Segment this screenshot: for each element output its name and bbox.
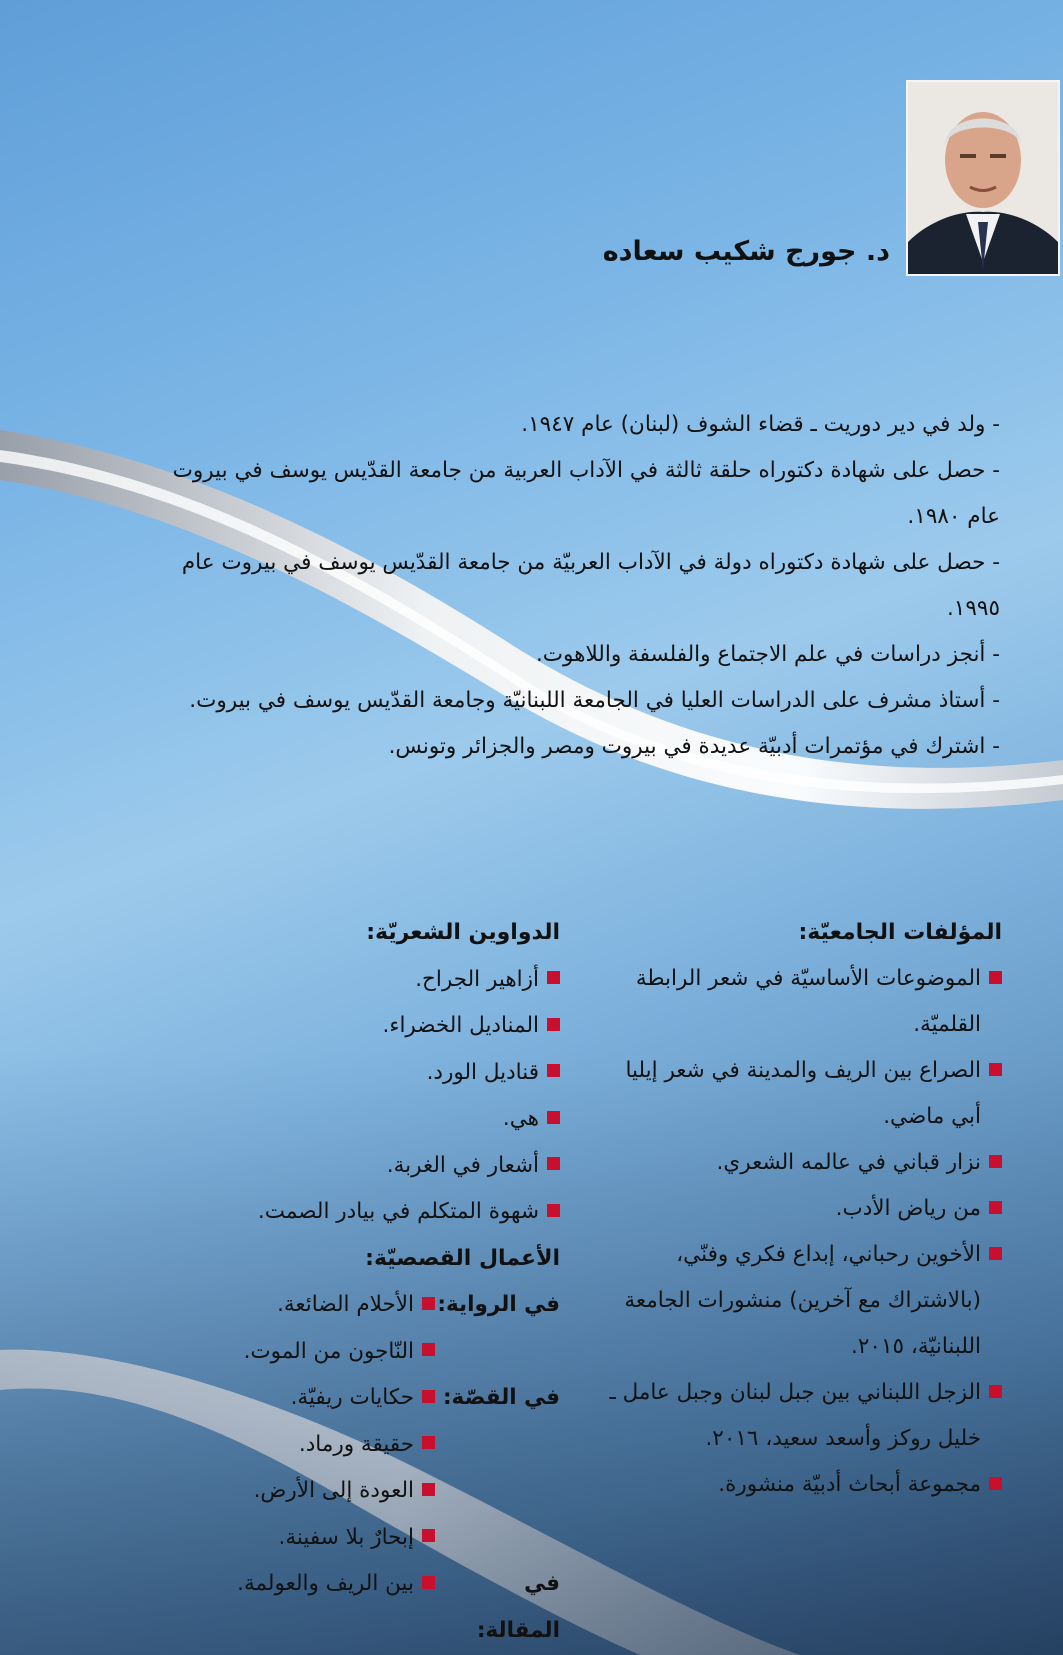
novel-label: في الرواية: — [437, 1292, 560, 1317]
list-item: نزار قباني في عالمه الشعري. — [590, 1140, 1002, 1186]
bullet-icon — [422, 1390, 435, 1403]
bio-item: - أنجز دراسات في علم الاجتماع والفلسفة واللاهوت. — [535, 642, 1000, 667]
list-item: حكايات ريفيّة. — [290, 1385, 414, 1410]
bullet-icon — [989, 971, 1002, 984]
novel-row — [180, 1329, 560, 1376]
bio-item: - اشترك في مؤتمرات أدبيّة عديدة في بيروت ومصر والجزائر وتونس. — [388, 734, 1000, 759]
story-row — [180, 1468, 560, 1515]
list-item: هي. — [180, 1096, 560, 1143]
bullet-icon — [989, 1385, 1002, 1398]
poetry-heading: الدواوين الشعريّة: — [366, 920, 560, 945]
bio-item: - حصل على شهادة دكتوراه دولة في الآداب العربيّة من جامعة القدّيس يوسف في بيروت عام ١٩٩٥. — [181, 550, 1000, 621]
list-item: أشعار في الغربة. — [180, 1143, 560, 1190]
list-item: حقيقة ورماد. — [298, 1431, 414, 1457]
list-item: أزاهير الجراح. — [180, 957, 560, 1004]
bullet-icon — [422, 1436, 435, 1449]
bullet-icon — [547, 1157, 560, 1170]
story-row — [180, 1375, 560, 1422]
bullet-icon — [422, 1343, 435, 1356]
list-item: قناديل الورد. — [180, 1050, 560, 1097]
bio-item: - حصل على شهادة دكتوراه حلقة ثالثة في الآداب العربية من جامعة القدّيس يوسف في بيروت عام ١٩٨٠. — [172, 458, 1000, 529]
bullet-icon — [989, 1155, 1002, 1168]
story-label: في القصّة: — [442, 1385, 560, 1410]
bullet-icon — [422, 1297, 435, 1310]
bio-item: - ولد في دير دوريت ـ قضاء الشوف (لبنان) عام ١٩٤٧. — [521, 412, 1000, 437]
list-item: الزجل اللبناني بين جبل لبنان وجبل عامل ـ خليل روكز وأسعد سعيد، ٢٠١٦. — [590, 1370, 1002, 1462]
story-row — [180, 1515, 560, 1562]
bullet-icon — [547, 1111, 560, 1124]
bullet-icon — [547, 1064, 560, 1077]
bullet-icon — [989, 1201, 1002, 1214]
bullet-icon — [422, 1529, 435, 1542]
fiction-heading: الأعمال القصصيّة: — [365, 1245, 560, 1271]
story-row — [180, 1422, 560, 1469]
list-item: شهوة المتكلم في بيادر الصمت. — [180, 1189, 560, 1236]
list-item: النّاجون من الموت. — [243, 1338, 414, 1364]
list-item: مجموعة أبحاث أدبيّة منشورة. — [590, 1462, 1002, 1508]
bullet-icon — [422, 1483, 435, 1496]
bullet-icon — [547, 971, 560, 984]
literary-works-section — [180, 910, 560, 1654]
author-portrait-illustration — [908, 82, 1058, 274]
list-item: بين الريف والعولمة. — [237, 1571, 414, 1596]
academic-works-section — [590, 910, 1002, 1508]
list-item: إبحارٌ بلا سفينة. — [278, 1524, 414, 1550]
author-photo — [906, 80, 1060, 276]
bullet-icon — [989, 1477, 1002, 1490]
list-item: العودة إلى الأرض. — [253, 1478, 414, 1503]
bullet-icon — [547, 1204, 560, 1217]
bullet-icon — [547, 1018, 560, 1031]
academic-works-heading: المؤلفات الجامعيّة: — [798, 920, 1002, 945]
essay-row — [180, 1561, 560, 1654]
bullet-icon — [989, 1247, 1002, 1260]
bullet-icon — [989, 1063, 1002, 1076]
list-item: الأحلام الضائعة. — [277, 1292, 414, 1317]
list-item: من رياض الأدب. — [590, 1186, 1002, 1232]
author-name: د. جورج شكيب سعاده — [602, 236, 890, 267]
list-item: الصراع بين الريف والمدينة في شعر إيليا أبي ماضي. — [590, 1048, 1002, 1140]
novel-row — [180, 1282, 560, 1329]
bio-item: - أستاذ مشرف على الدراسات العليا في الجامعة اللبنانيّة وجامعة القدّيس يوسف في بيروت. — [189, 688, 1000, 713]
bullet-icon — [422, 1576, 435, 1589]
list-item: المناديل الخضراء. — [180, 1003, 560, 1050]
list-item: الموضوعات الأساسيّة في شعر الرابطة القلميّة. — [590, 956, 1002, 1048]
essay-label: في المقالة: — [476, 1571, 560, 1643]
list-item: الأخوين رحباني، إبداع فكري وفنّي، (بالاشتراك مع آخرين) منشورات الجامعة اللبنانيّة، ٢٠١٥. — [590, 1232, 1002, 1370]
biography — [140, 402, 1000, 770]
